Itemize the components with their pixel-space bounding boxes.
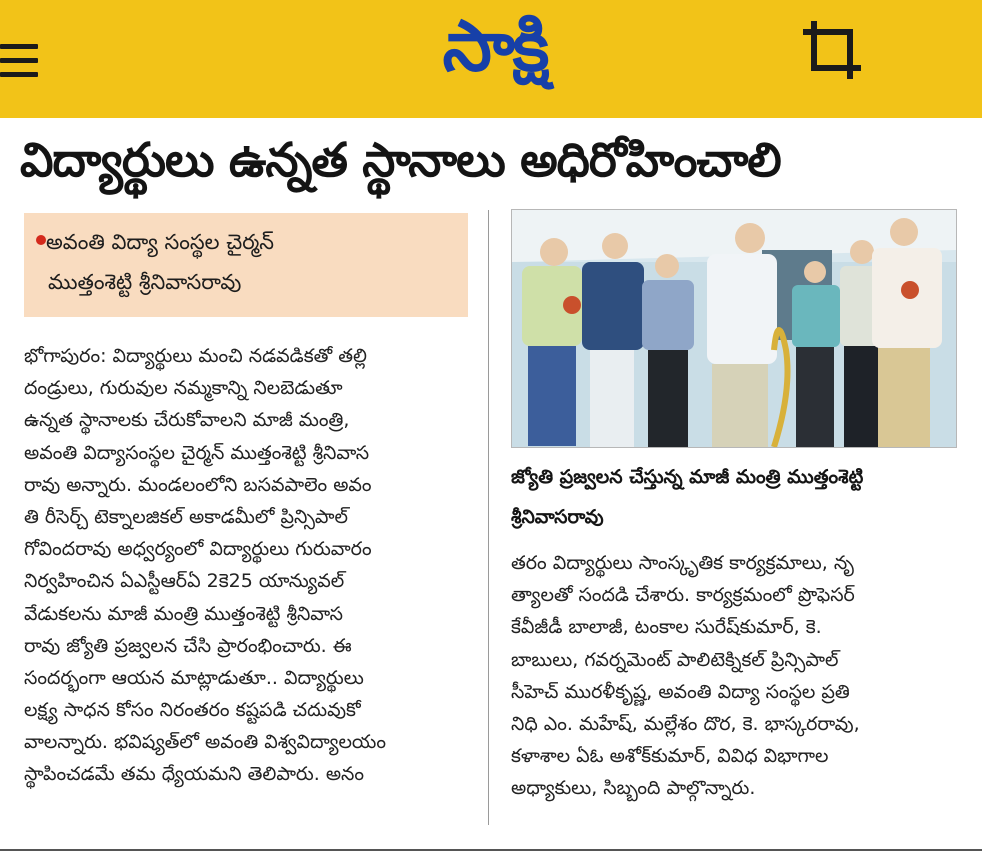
body-line: రావు అన్నారు. మండలంలోని బసవపాలెం అవం [24,473,372,496]
caption-line: శ్రీనివాసరావు [511,506,604,528]
article-deck [24,213,468,317]
article-headline: విద్యార్థులు ఉన్నత స్థానాలు అధిరోహించాలి [20,133,781,188]
sakshi-logo: సాక్షి [442,4,548,87]
body-line: అధ్యాకులు, సిబ్బంది పాల్గొన్నారు. [511,777,756,800]
body-line: భోగాపురం: విద్యార్థులు మంచి నడవడికతో తల్లి [24,345,367,367]
body-line: లక్ష్య సాధన కోసం నిరంతరం కష్టపడి చదువుకో [24,699,361,722]
body-line: అవంతి విద్యాసంస్థల చైర్మన్ ముత్తంశెట్టి శ్రీనివాస [24,441,370,464]
body-line: నిధి ఎం. మహేష్, మల్లేశం దొర, కె. భాస్కరరావు, [511,712,860,735]
body-line: రావు జ్యోతి ప్రజ్వలన చేసి ప్రారంభించారు. ఈ [24,634,352,657]
body-line: స్థాపించడమే తమ ధ్యేయమని తెలిపారు. అనం [24,763,364,786]
body-line: దండ్రులు, గురువుల నమ్మకాన్ని నిలబెడుతూ [24,377,343,400]
body-line: వాలన్నారు. భవిష్యత్‌లో అవంతి విశ్వవిద్యాలయం [24,731,386,754]
body-line: కేవీజీడీ బాలాజీ, టంకాల సురేష్‌కుమార్, కె. [511,616,822,639]
body-line: సీహెచ్ మురళీకృష్ణ, అవంతి విద్యా సంస్థల ప్రతి [511,680,850,703]
caption-line: జ్యోతి ప్రజ్వలన చేస్తున్న మాజీ మంత్రి ముత్తంశెట్టి [511,466,864,488]
crop-icon[interactable] [800,18,864,82]
body-line: తి రీసెర్చ్ టెక్నాలజికల్ అకాడమీలో ప్రిన్సిపాల్ [24,505,348,528]
photo-caption [511,457,961,537]
body-line: బాబులు, గవర్నమెంట్ పాలిటెక్నికల్ ప్రిన్సిపాల్ [511,648,839,671]
body-line: తరం విద్యార్థులు సాంస్కృతిక కార్యక్రమాలు, నృ [511,552,854,574]
body-line: నిర్వహించిన ఏఎస్టీఆర్ఏ 2కె25 యాన్యువల్ [24,570,345,593]
body-line: త్యాలతో సందడి చేశారు. కార్యక్రమంలో ప్రొఫెసర్ [511,584,855,607]
body-line: గోవిందరావు అధ్వర్యంలో విద్యార్థులు గురువారం [24,538,372,561]
hamburger-menu-icon[interactable] [0,44,38,78]
deck-line: అవంతి విద్యా సంస్థల చైర్మన్ [46,230,275,254]
body-line: వేడుకలను మాజీ మంత్రి ముత్తంశెట్టి శ్రీనివాస [24,602,343,625]
left-text-column [24,340,476,791]
event-photo-illustration [512,210,956,447]
body-line: కళాశాల ఏఓ అశోక్‌కుమార్, వివిధ విభాగాల [511,745,829,768]
deck-line: ముత్తంశెట్టి శ్రీనివాసరావు [48,270,242,294]
body-line: ఉన్నత స్థానాలకు చేరుకోవాలని మాజీ మంత్రి, [24,409,350,432]
red-bullet-icon [36,235,46,245]
right-text-column [511,547,963,805]
column-divider [488,210,489,825]
article-photo [511,209,957,448]
bottom-rule [0,849,982,851]
body-line: సందర్భంగా ఆయన మాట్లాడుతూ.. విద్యార్థులు [24,666,364,689]
app-header-bar [0,0,982,118]
